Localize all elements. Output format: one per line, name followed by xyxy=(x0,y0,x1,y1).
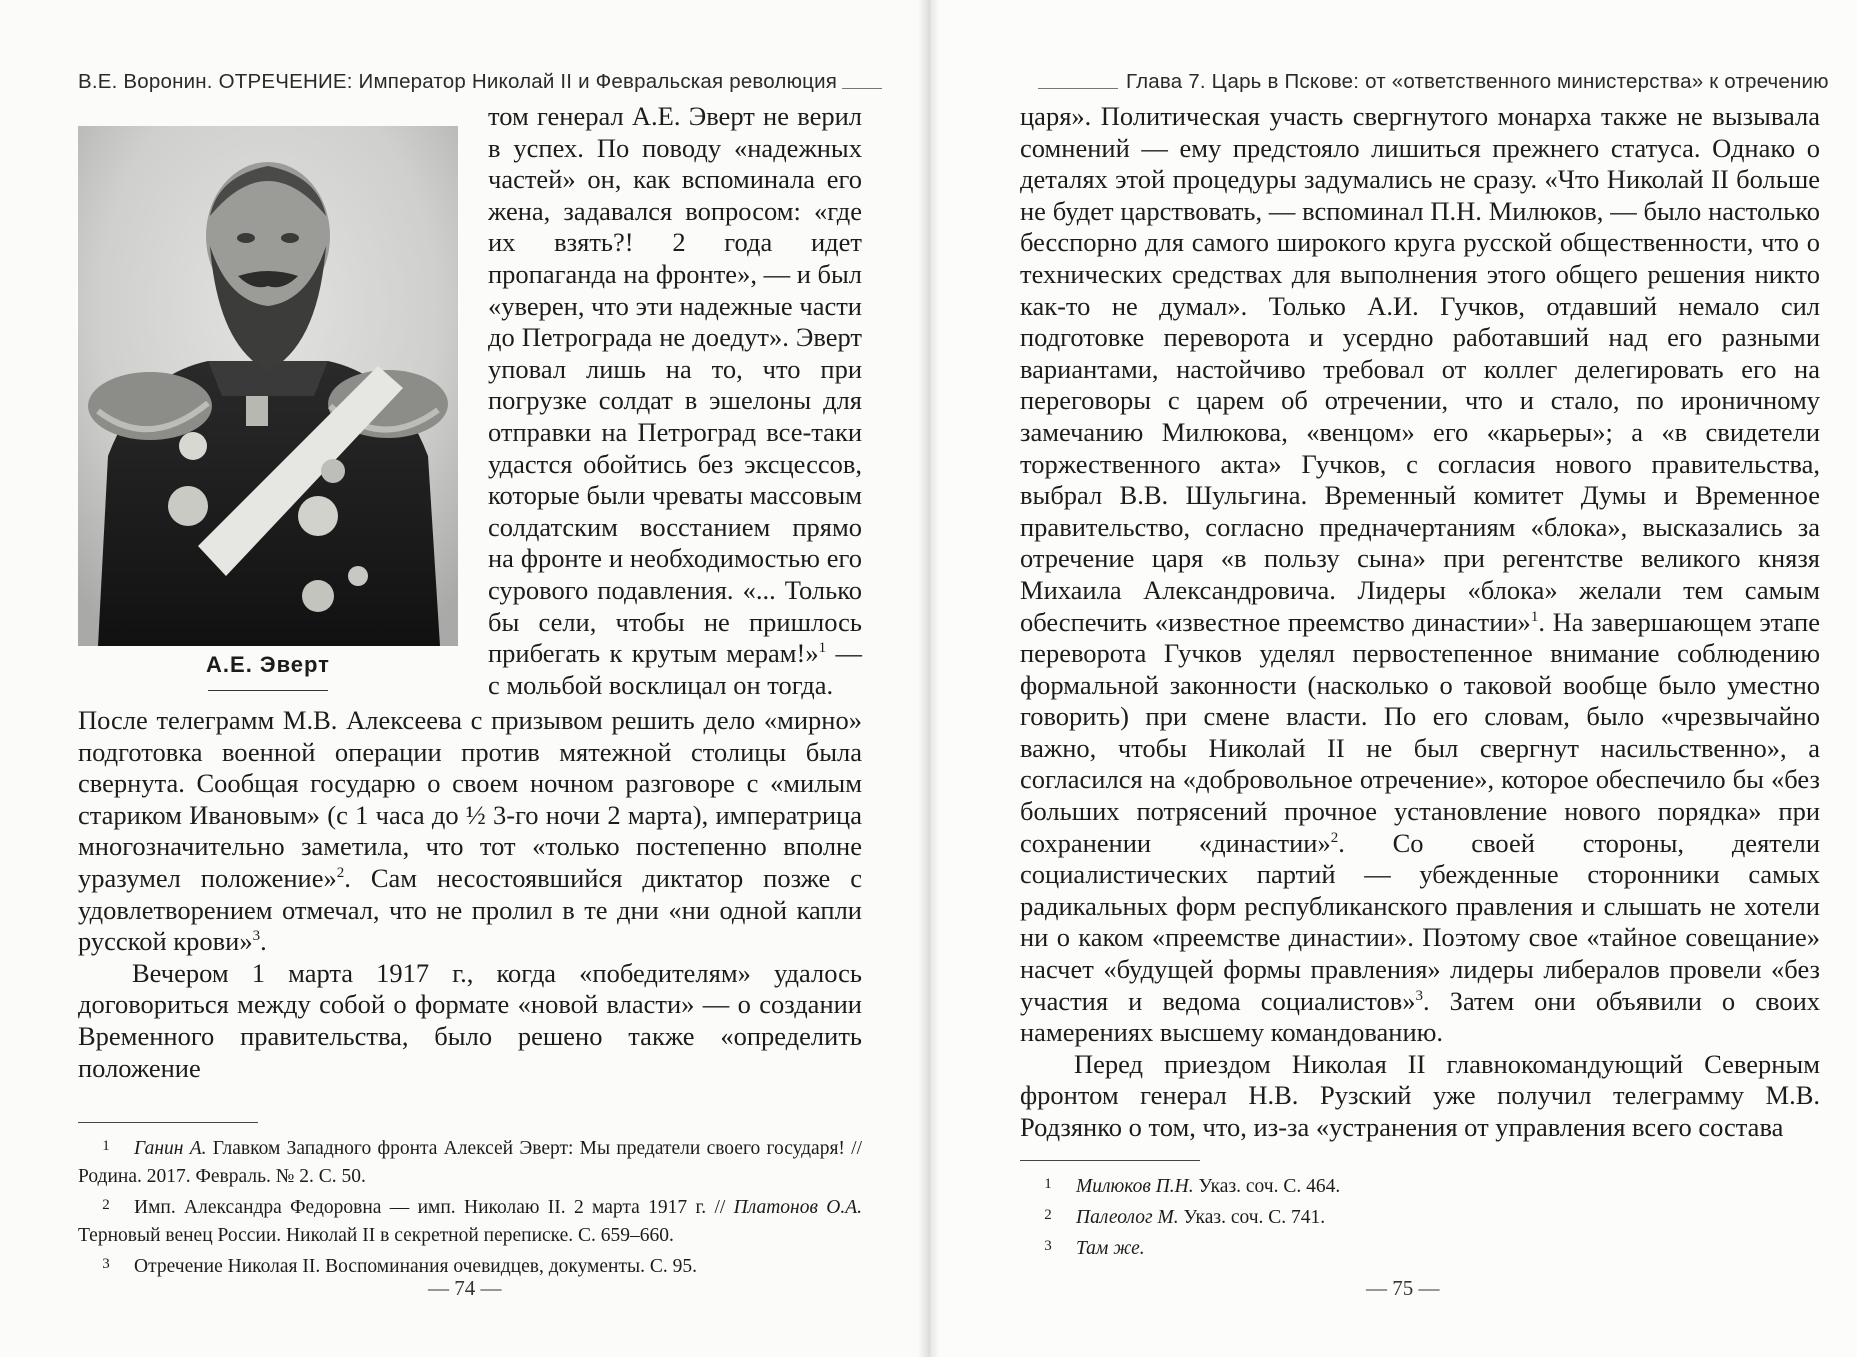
page-number-left: — 74 — xyxy=(428,1276,502,1300)
footnote-ref[interactable]: 1 xyxy=(1530,608,1539,625)
footnote-text: Отречение Николая II. Воспоминания очевидцев, документы. С. 95. xyxy=(134,1256,697,1277)
body-text: . xyxy=(260,926,267,957)
body-text: — с мольбой восклицал он тогда. xyxy=(488,638,862,700)
footnote-number: 2 xyxy=(1044,1207,1052,1223)
footnote-text: Терновый венец России. Николай II в секретной переписке. С. 659–660. xyxy=(78,1225,674,1246)
paragraph: Перед приездом Николая II главнокомандующий Северным фронтом генерал Н.В. Рузский уже получил телеграмму М.В. Родзянко о том, что, из-за «устранения от управления всего состава xyxy=(1020,1048,1820,1142)
text-right-main xyxy=(1020,101,1820,1144)
footnote-author: Там же. xyxy=(1076,1238,1145,1259)
photo-caption: А.Е. Эверт xyxy=(206,652,330,677)
footnote-author: Ганин А. xyxy=(134,1138,207,1159)
footnote-author: Палеолог М. xyxy=(1076,1207,1179,1228)
book-gutter-shadow xyxy=(918,0,940,1357)
left-page xyxy=(0,0,928,1357)
running-header-right: Глава 7. Царь в Пскове: от «ответственного министерства» к отречению xyxy=(1126,70,1829,93)
footnote-ref[interactable]: 1 xyxy=(818,640,827,657)
paragraph: Вечером 1 марта 1917 г., когда «победителям» удалось договориться между собой о формате «новой власти» — о создании Временного правительства, было решено также «определить положение xyxy=(78,957,862,1083)
body-text: . Затем они объявили о своих намерениях высшему командованию. xyxy=(1020,985,1820,1048)
body-text: . На завершающем этапе переворота Гучков уделял первостепенное внимание соблюдению формальной законности (насколько о таковой вообще было уместно говорить) при смене власти. По его словам, было «чрезвычайно важно, чтобы Николай II не был свергнут насильственно», а согласился на «добровольное отречение», которое обеспечило бы «без больших потрясений прочное установление нового порядка» при сохранении «династии» xyxy=(1020,606,1820,858)
footnotes-left xyxy=(78,1132,862,1281)
footnote-number: 2 xyxy=(102,1197,110,1213)
header-rule xyxy=(1038,88,1118,89)
footnote-rule xyxy=(1020,1160,1200,1161)
footnote-ref[interactable]: 3 xyxy=(252,928,261,945)
footnote-number: 3 xyxy=(102,1256,110,1272)
footnote-text: Имп. Александра Федоровна — имп. Николаю II. 2 марта 1917 г. // xyxy=(134,1197,734,1218)
body-text: том генерал А.Е. Эверт не верил в успех. По поводу «надежных частей» он, как вспоминала его жена, задавался вопросом: «где их взять?! 2 года идет пропаганда на фронте», — и был «уверен, что эти надежные части до Петрограда не доедут». Эверт уповал лишь на то, что при погрузке солдат в эшелоны для отправки на Петроград все-таки удастся обойтись без эксцессов, которые были чреваты массовым солдатским восстанием прямо на фронте и необходимостью его сурового подавления. «... Только бы сели, чтобы не пришлось прибегать к крутым мерам!» xyxy=(488,101,863,669)
footnote xyxy=(78,1191,862,1250)
body-text: . Сам несостоявшийся диктатор позже с удовлетворением отмечал, что не пролил в те дни «ни одной капли русской крови» xyxy=(78,862,863,957)
footnote-author: Милюков П.Н. xyxy=(1076,1176,1194,1197)
portrait-photo-evert xyxy=(78,126,458,646)
footnote xyxy=(78,1132,862,1191)
footnote xyxy=(1020,1201,1820,1232)
footnote-ref[interactable]: 2 xyxy=(336,865,345,882)
footnote-rule xyxy=(78,1122,258,1123)
footnote-ref[interactable]: 2 xyxy=(1330,829,1339,846)
body-text: царя». Политическая участь свергнутого монарха также не вызывала сомнений — ему предстояло лишиться прежнего статуса. Однако о деталях этой процедуры задумались не сразу. «Что Николай II больше не будет царствовать, — вспоминал П.Н. Милюков, — было настолько бесспорно для самого широкого круга русской общественности, что о технических средствах для выполнения этого общего решения никто как-то не думал». Только А.И. Гучков, отдавший немало сил подготовке переворота и усердно работавший над его разными вариантами, настойчиво требовал от коллег делегировать его на переговоры с царем об отречении, что и стало, по ироничному замечанию Милюкова, «венцом» его «карьеры»; а «в свидетели торжественного акта» Гучков, с согласия нового правительства, выбрал В.В. Шульгина. Временный комитет Думы и Временное правительство, согласно предначертаниям «блока», высказались за отречение царя «в пользу сына» при регентстве великого князя Михаила Александровича. Лидеры «блока» желали тем самым обеспечить «известное преемство династии» xyxy=(1020,101,1820,637)
text-beside-photo xyxy=(488,101,863,700)
footnotes-right xyxy=(1020,1170,1820,1263)
footnote-text: Главком Западного фронта Алексей Эверт: Мы предатели своего государя! // Родина. 2017. Февраль. № 2. С. 50. xyxy=(78,1138,862,1187)
footnote-number: 3 xyxy=(1044,1238,1052,1254)
header-rule xyxy=(842,88,882,89)
page-number-right: — 75 — xyxy=(1366,1276,1440,1300)
right-page xyxy=(928,0,1857,1357)
footnote-author: Платонов О.А. xyxy=(733,1197,862,1218)
caption-underline xyxy=(208,690,328,691)
footnote-number: 1 xyxy=(1044,1176,1052,1192)
footnote xyxy=(1020,1232,1820,1263)
body-text: После телеграмм М.В. Алексеева с призывом решить дело «мирно» подготовка военной операции против мятежной столицы была свернута. Сообщая государю о своем ночном разговоре с «милым стариком Ивановым» (с 1 часа до ½ 3-го ночи 2 марта), императрица многозначительно заметила, что тот «только постепенно вполне уразумел положение» xyxy=(78,705,862,893)
text-full-width xyxy=(78,705,862,1084)
footnote xyxy=(1020,1170,1820,1201)
footnote-number: 1 xyxy=(102,1138,110,1154)
footnote-text: Указ. соч. С. 464. xyxy=(1193,1176,1341,1197)
footnote-text: Указ. соч. С. 741. xyxy=(1178,1207,1326,1228)
footnote-ref[interactable]: 3 xyxy=(1415,987,1423,1004)
body-text: . Со своей стороны, деятели социалистических партий — убежденные сторонники самых радикальных форм республиканского правления и слышать не хотели ни о каком «преемстве династии». Поэтому свое «тайное совещание» насчет «будущей формы правления» лидеры либералов провели «без участия и ведома социалистов» xyxy=(1020,827,1821,1016)
running-header-left: В.Е. Воронин. ОТРЕЧЕНИЕ: Император Николай II и Февральская революция xyxy=(78,70,838,93)
